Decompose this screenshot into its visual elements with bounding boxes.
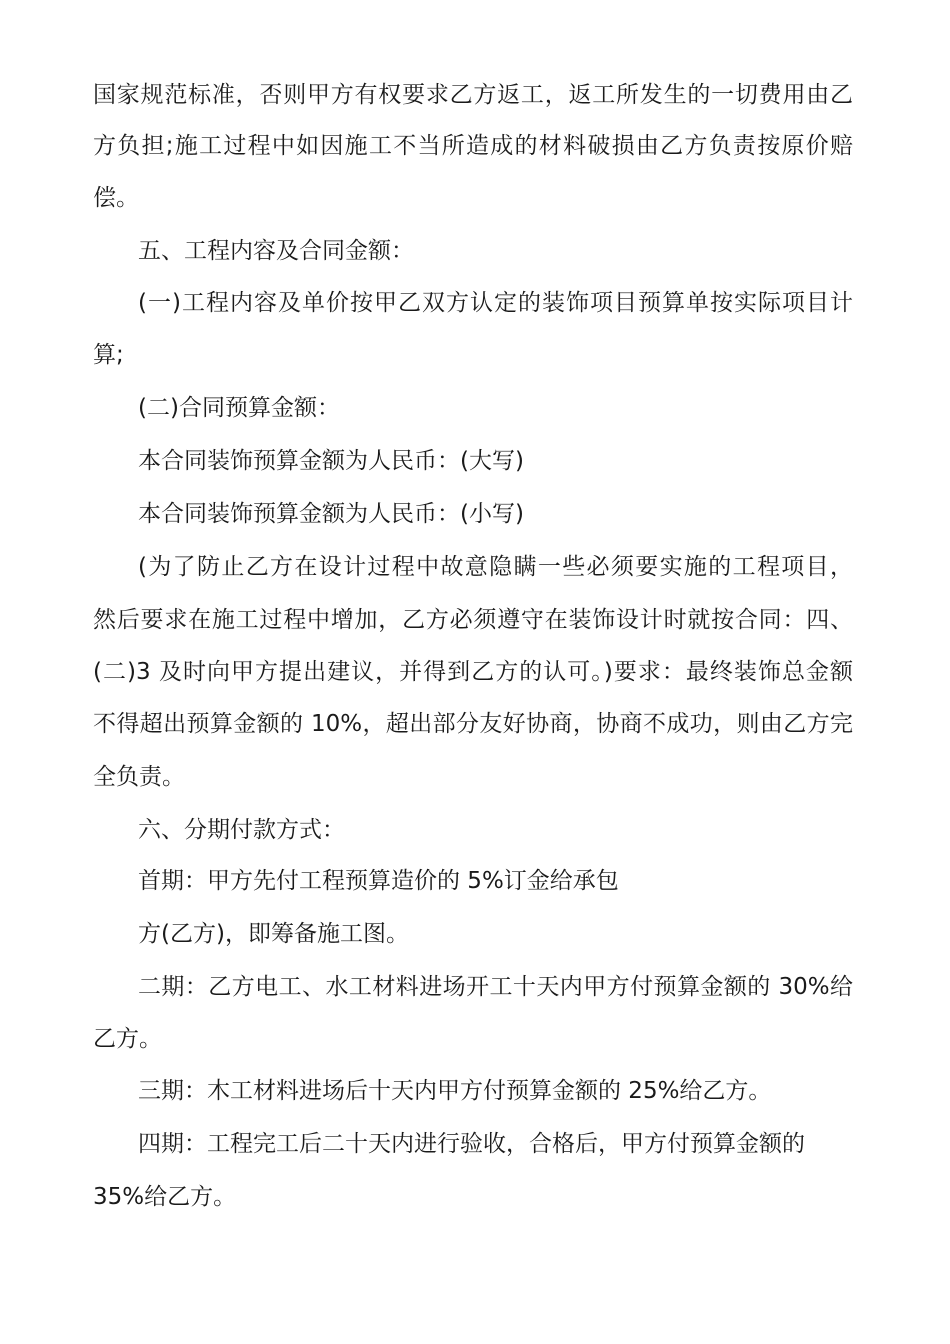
text-line: 算; — [93, 342, 124, 368]
section-heading: 六、分期付款方式： — [138, 817, 345, 843]
text-line: (为了防止乙方在设计过程中故意隐瞒一些必须要实施的工程项目， — [138, 554, 853, 580]
text-line: 全负责。 — [93, 764, 185, 790]
text-line: 方(乙方)，即筹备施工图。 — [138, 921, 409, 947]
text-line: 本合同装饰预算金额为人民币：(小写) — [138, 501, 524, 527]
text-line: 35%给乙方。 — [93, 1184, 237, 1210]
text-line: 四期：工程完工后二十天内进行验收，合格后，甲方付预算金额的 — [138, 1131, 805, 1157]
section-heading: 五、工程内容及合同金额： — [138, 238, 414, 264]
text-line: 国家规范标准，否则甲方有权要求乙方返工，返工所发生的一切费用由乙 — [93, 82, 853, 108]
text-line: 本合同装饰预算金额为人民币：(大写) — [138, 448, 524, 474]
text-line: 二期：乙方电工、水工材料进场开工十天内甲方付预算金额的 30%给 — [138, 974, 853, 1000]
text-line: 三期：木工材料进场后十天内甲方付预算金额的 25%给乙方。 — [138, 1078, 772, 1104]
text-line: (二)合同预算金额： — [138, 395, 340, 421]
text-line: 不得超出预算金额的 10%，超出部分友好协商，协商不成功，则由乙方完 — [93, 711, 853, 737]
text-line: 乙方。 — [93, 1026, 162, 1052]
text-line: (一)工程内容及单价按甲乙双方认定的装饰项目预算单按实际项目计 — [138, 290, 853, 316]
text-line: 首期：甲方先付工程预算造价的 5%订金给承包 — [138, 868, 619, 894]
text-line: 方负担;施工过程中如因施工不当所造成的材料破损由乙方负责按原价赔 — [93, 133, 853, 159]
text-line: 然后要求在施工过程中增加，乙方必须遵守在装饰设计时就按合同：四、 — [93, 607, 853, 633]
text-line: 偿。 — [93, 185, 139, 211]
text-line: (二)3 及时向甲方提出建议，并得到乙方的认可。)要求：最终装饰总金额 — [93, 659, 853, 685]
